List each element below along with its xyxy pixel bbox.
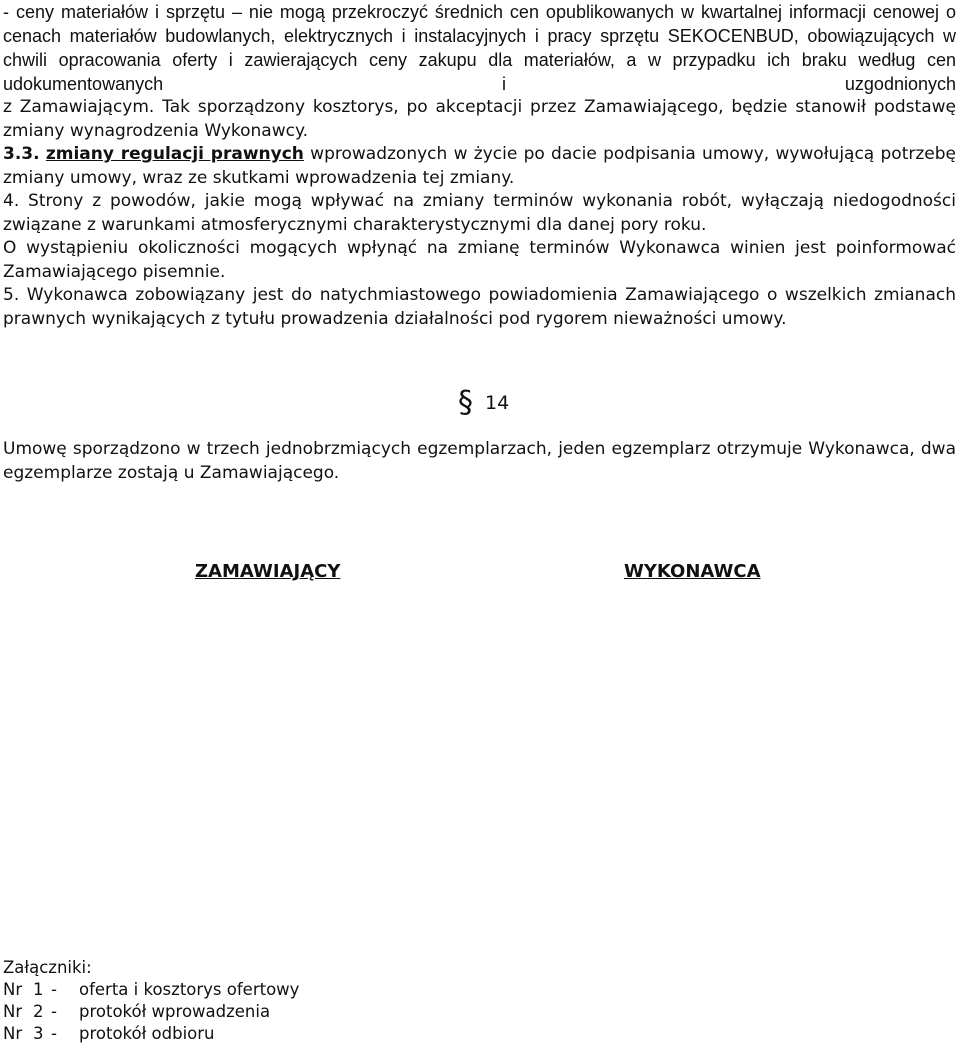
paragraph-point-4: 4. Strony z powodów, jakie mogą wpływać na zmiany terminów wykonania robót, wyłączają niedogodności związane z warunkami atmosferycznymi charakterystycznymi dla danej pory roku.	[3, 191, 956, 235]
document-body	[3, 0, 956, 331]
attachments	[3, 957, 299, 1045]
section-sign-icon: §	[458, 385, 473, 420]
list-item	[3, 1023, 299, 1045]
attachment-number: 2	[33, 1002, 44, 1021]
section-number: 14	[485, 392, 510, 414]
attachment-label: protokół odbioru	[79, 1024, 215, 1043]
paragraph-legal-changes	[3, 143, 956, 190]
attachment-dash: -	[51, 980, 57, 999]
attachment-label: oferta i kosztorys ofertowy	[79, 980, 300, 999]
paragraph-cost-estimate: z Zamawiającym. Tak sporządzony kosztorys, po akceptacji przez Zamawiającego, będzie stanowił podstawę zmiany wynagrodzenia Wykonawcy.	[3, 97, 956, 141]
clause-title: zmiany regulacji prawnych	[45, 144, 304, 164]
attachment-nr: Nr	[3, 980, 23, 999]
attachments-heading: Załączniki:	[3, 958, 92, 977]
paragraph-notification: O wystąpieniu okoliczności mogących wpłynąć na zmianę terminów Wykonawca winien jest poinformować Zamawiającego pisemnie.	[3, 238, 956, 282]
paragraph-closing: Umowę sporządzono w trzech jednobrzmiących egzemplarzach, jeden egzemplarz otrzymuje Wykonawca, dwa egzemplarze zostają u Zamawiającego.	[3, 439, 956, 483]
attachment-nr: Nr	[3, 1024, 23, 1043]
section-heading	[458, 385, 510, 420]
signature-contractor: WYKONAWCA	[624, 561, 761, 582]
list-item	[3, 979, 299, 1001]
attachment-dash: -	[51, 1002, 57, 1021]
list-item	[3, 1001, 299, 1023]
clause-number: 3.3.	[3, 144, 40, 164]
attachment-nr: Nr	[3, 1002, 23, 1021]
attachment-number: 1	[33, 980, 44, 999]
attachment-dash: -	[51, 1024, 57, 1043]
clause-text: wprowadzonych w życie po dacie podpisania umowy, wywołującą potrzebę zmiany umowy, wraz ze skutkami wprowadzenia tej zmiany.	[3, 144, 956, 188]
attachment-label: protokół wprowadzenia	[79, 1002, 271, 1021]
paragraph-materials-prices: - ceny materiałów i sprzętu – nie mogą przekroczyć średnich cen opublikowanych w kwartalnej informacji cenowej o cenach materiałów budowlanych, elektrycznych i instalacyjnych i pracy sprzętu SEKOCENBUD, obowiązujących w chwili opracowania oferty i zawierających ceny zakupu dla materiałów, a w przypadku ich braku według cen udokumentowanych i uzgodnionych	[3, 2, 956, 94]
paragraph-point-5: 5. Wykonawca zobowiązany jest do natychmiastowego powiadomienia Zamawiającego o wszelkich zmianach prawnych wynikających z tytułu prowadzenia działalności pod rygorem nieważności umowy.	[3, 285, 956, 329]
attachment-number: 3	[33, 1024, 44, 1043]
signature-contracting-authority: ZAMAWIAJĄCY	[195, 561, 341, 582]
